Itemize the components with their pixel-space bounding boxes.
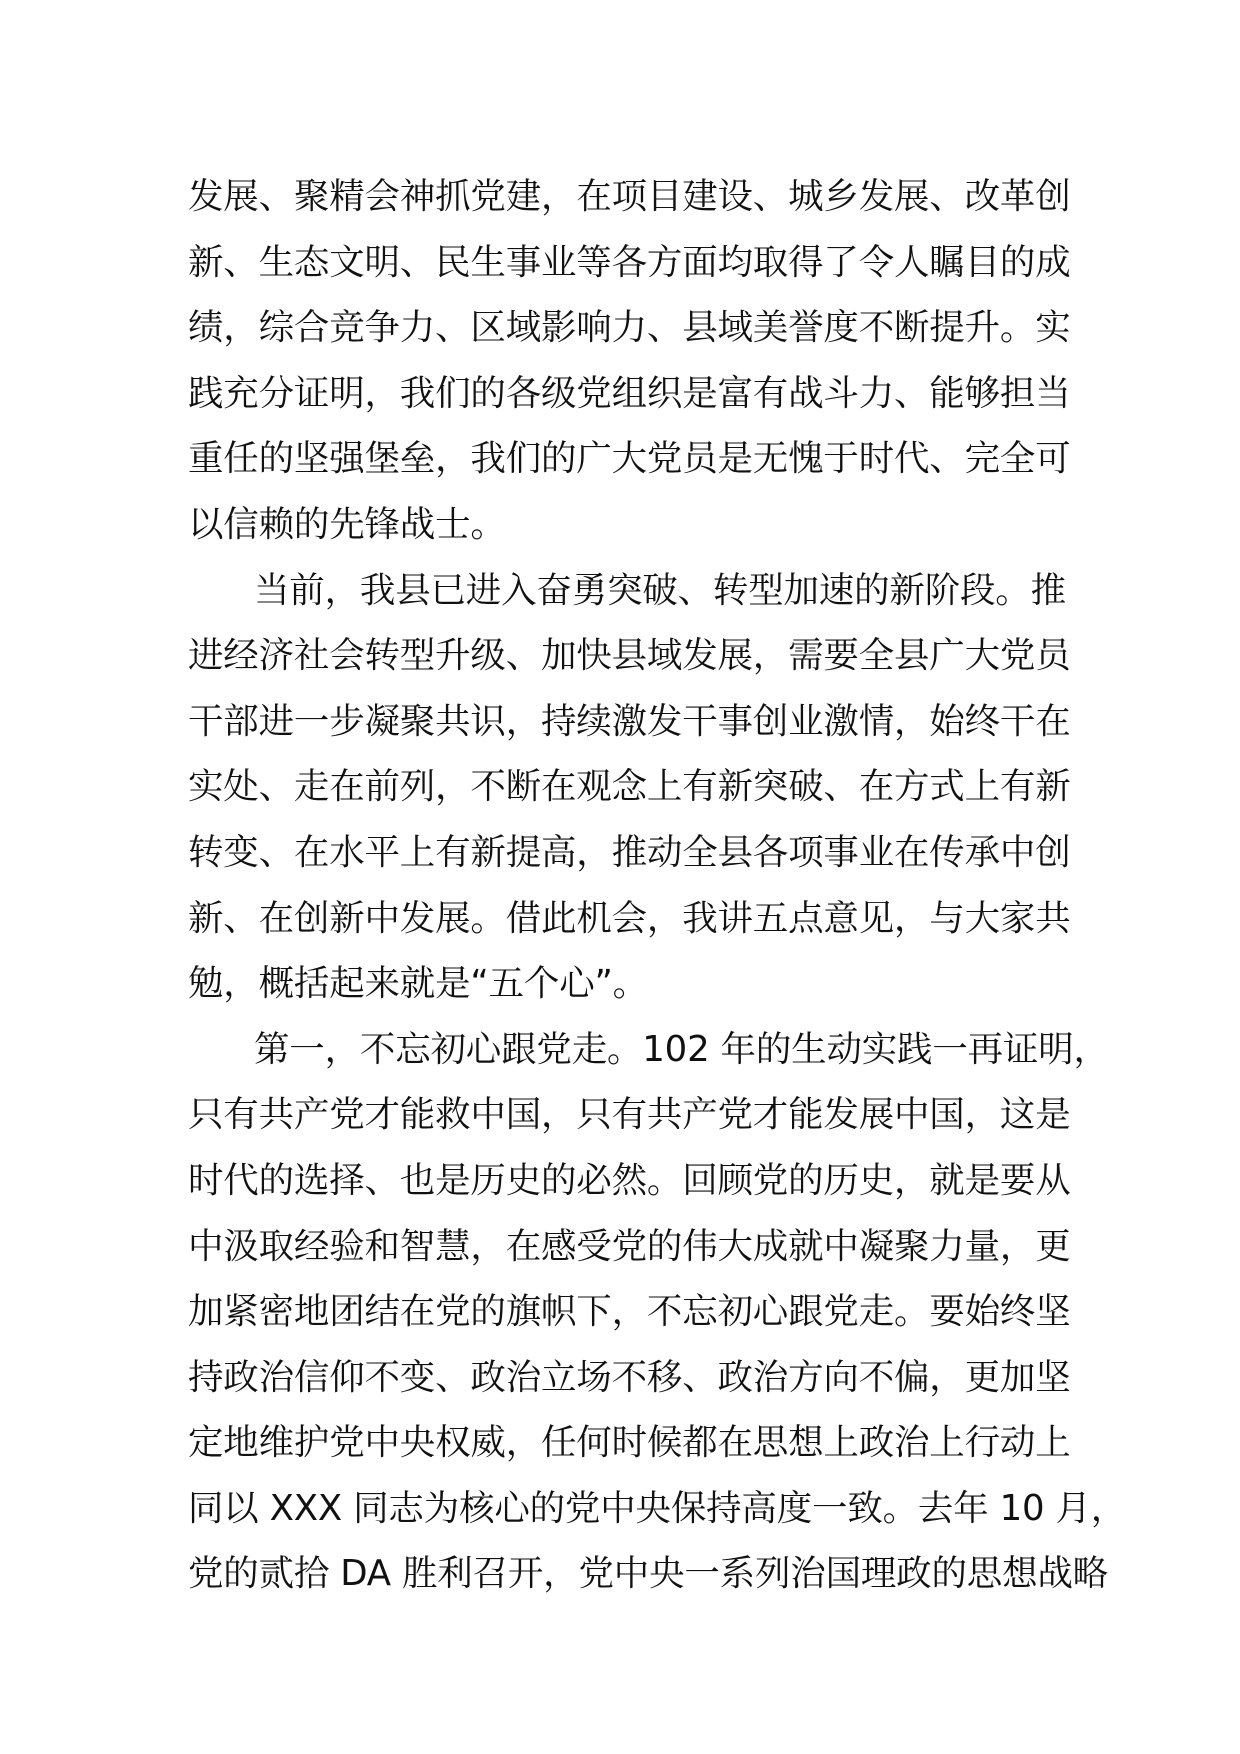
text-line-3: 绩，综合竞争力、区域影响力、县域美誉度不断提升。实 <box>188 307 1071 349</box>
document-body <box>188 164 1127 1607</box>
text-line-5: 重任的坚强堡垒，我们的广大党员是无愧于时代、完全可 <box>188 438 1071 480</box>
text-line-7: 当前，我县已进入奋勇突破、转型加速的新阶段。推 <box>254 569 1066 611</box>
text-line-8: 进经济社会转型升级、加快县域发展，需要全县广大党员 <box>188 635 1071 677</box>
text-line-10: 实处、走在前列，不断在观念上有新突破、在方式上有新 <box>188 766 1071 808</box>
text-line-19: 持政治信仰不变、政治立场不移、政治方向不偏，更加坚 <box>188 1356 1071 1398</box>
text-line-14: 第一，不忘初心跟党走。102 年的生动实践一再证明， <box>254 1028 1109 1070</box>
text-line-9: 干部进一步凝聚共识，持续激发干事创业激情，始终干在 <box>188 700 1071 742</box>
text-line-22: 党的贰拾 DA 胜利召开，党中央一系列治国理政的思想战略 <box>188 1553 1108 1595</box>
text-line-17: 中汲取经验和智慧，在感受党的伟大成就中凝聚力量，更 <box>188 1225 1071 1267</box>
text-line-15: 只有共产党才能救中国，只有共产党才能发展中国，这是 <box>188 1094 1071 1136</box>
text-line-18: 加紧密地团结在党的旗帜下，不忘初心跟党走。要始终坚 <box>188 1291 1071 1333</box>
text-line-13: 勉，概括起来就是“五个心”。 <box>188 963 648 1005</box>
text-line-11: 转变、在水平上有新提高，推动全县各项事业在传承中创 <box>188 831 1071 873</box>
text-line-6: 以信赖的先锋战士。 <box>188 503 506 545</box>
text-line-16: 时代的选择、也是历史的必然。回顾党的历史，就是要从 <box>188 1159 1071 1201</box>
text-line-12: 新、在创新中发展。借此机会，我讲五点意见，与大家共 <box>188 897 1071 939</box>
text-line-1: 发展、聚精会神抓党建，在项目建设、城乡发展、改革创 <box>188 176 1071 217</box>
text-line-2: 新、生态文明、民生事业等各方面均取得了令人瞩目的成 <box>188 241 1071 283</box>
text-line-20: 定地维护党中央权威，任何时候都在思想上政治上行动上 <box>188 1422 1071 1464</box>
text-line-21: 同以 XXX 同志为核心的党中央保持高度一致。去年 10 月， <box>188 1487 1127 1529</box>
text-line-4: 践充分证明，我们的各级党组织是富有战斗力、能够担当 <box>188 372 1071 414</box>
